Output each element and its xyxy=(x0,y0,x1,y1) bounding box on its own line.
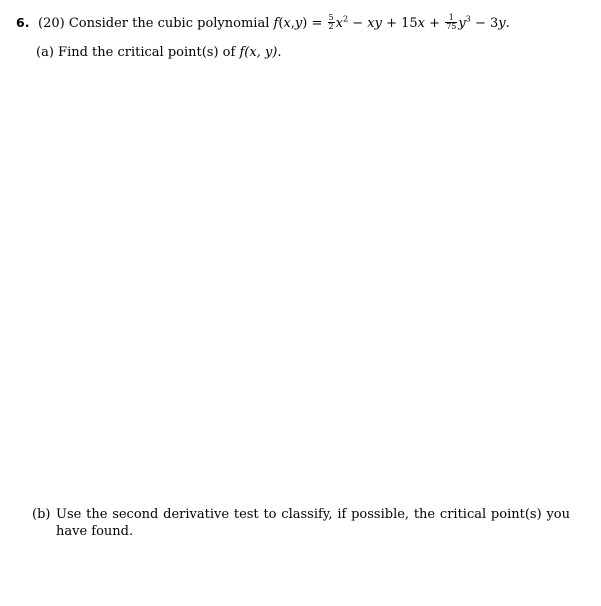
part-a xyxy=(36,44,282,62)
term5-var: y xyxy=(498,16,506,31)
term5-coef: 3 xyxy=(490,16,499,31)
term3-coef: 15 xyxy=(401,16,418,31)
problem-statement xyxy=(16,14,586,33)
term4-exponent: 3 xyxy=(465,14,471,24)
fraction-numerator: 1 xyxy=(445,14,457,23)
part-b-text: Use the second derivative test to classify, if possible, the critical point(s) you have found. xyxy=(56,507,570,539)
args-close: ) xyxy=(302,16,308,31)
problem-intro: (20) Consider the cubic polynomial xyxy=(38,16,270,31)
function-name: f xyxy=(273,16,279,31)
term1-exponent: 2 xyxy=(342,14,349,24)
fraction-numerator: 5 xyxy=(328,13,334,22)
fraction-denominator: 75 xyxy=(446,22,457,31)
part-a-args: (x, y) xyxy=(244,45,278,60)
var-y: y xyxy=(294,16,303,31)
fraction-five-halves xyxy=(328,14,335,31)
part-a-label: (a) xyxy=(36,45,54,60)
plus-sign: + xyxy=(429,16,441,31)
part-a-func: f xyxy=(239,45,245,60)
term1-var: x xyxy=(335,16,343,31)
minus-sign: − xyxy=(352,16,364,31)
fraction-denominator: 2 xyxy=(328,22,334,31)
var-x: x xyxy=(283,16,291,31)
args-comma: , xyxy=(290,16,295,31)
part-b-label: (b) xyxy=(32,507,51,522)
statement-end: . xyxy=(505,16,510,31)
part-b xyxy=(32,506,570,540)
term3-var: x xyxy=(417,16,425,31)
fraction-one-seventyfifth xyxy=(445,14,457,31)
part-a-text: Find the critical point(s) of xyxy=(58,45,236,60)
minus-sign: − xyxy=(474,16,486,31)
args-open: ( xyxy=(278,16,284,31)
term2: xy xyxy=(367,16,382,31)
problem-number: 6. xyxy=(16,15,30,30)
equals-sign: = xyxy=(311,16,323,31)
plus-sign: + xyxy=(386,16,397,31)
part-a-end: . xyxy=(277,45,282,60)
term4-var: y xyxy=(458,16,466,31)
